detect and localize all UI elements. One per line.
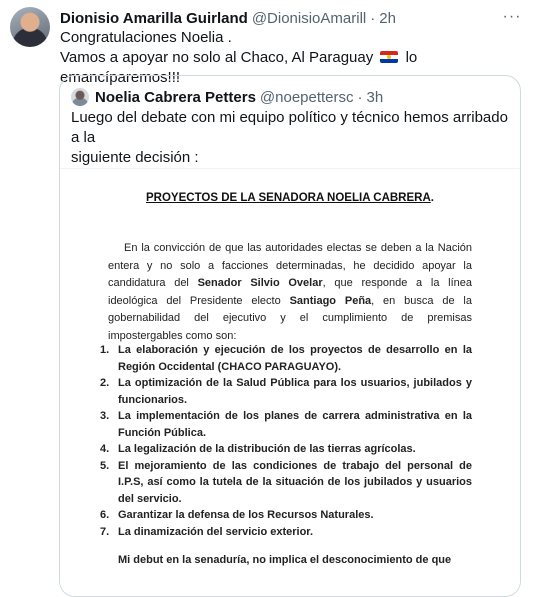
- list-item-text: La legalización de la distribución de las tierras agrícolas.: [118, 443, 416, 455]
- list-item-number: 7.: [100, 525, 110, 538]
- quoted-tweet-time: 3h: [366, 88, 384, 106]
- list-item-number: 1.: [100, 344, 110, 356]
- author-avatar[interactable]: [10, 7, 50, 47]
- list-item: [100, 342, 472, 375]
- intro-part-3: , en busca de la gobernabilidad del ejecutivo y el cumplimiento de premisas impostergables como son:: [108, 294, 472, 342]
- document-title: [60, 192, 520, 204]
- list-item-text: Garantizar la defensa de los Recursos Naturales.: [118, 509, 374, 521]
- time-separator: ·: [370, 9, 376, 27]
- quoted-author-handle: @noepettersc: [259, 88, 354, 106]
- document-list: [100, 342, 472, 540]
- list-item: [100, 507, 472, 524]
- quoted-tweet[interactable]: [59, 75, 521, 597]
- list-item: [100, 441, 472, 458]
- tweet-line-2-end: lo emancíparemos!!!: [60, 49, 418, 86]
- document-intro: [108, 240, 472, 345]
- tweet-header: [60, 8, 396, 28]
- list-item: [100, 458, 472, 508]
- paraguay-flag-icon: [380, 51, 398, 63]
- list-item-number: 2.: [100, 377, 110, 389]
- quoted-author-avatar: [71, 88, 89, 106]
- tweet-line-2-start: Vamos a apoyar no solo al Chaco, Al Paraguay: [60, 49, 374, 66]
- list-item-number: 4.: [100, 443, 110, 455]
- author-handle[interactable]: @DionisioAmarill: [251, 9, 367, 27]
- document-title-period: .: [430, 192, 434, 204]
- list-item-text: La elaboración y ejecución de los proyectos de desarrollo en la Región Occidental (CHACO PARAGUAYO).: [118, 344, 472, 373]
- intro-part-2: , que responde a la línea ideológica del Presidente electo: [108, 277, 472, 307]
- document-footer: Mi debut en la senaduría, no implica el desconocimiento de que: [118, 554, 452, 566]
- tweet-time[interactable]: 2h: [379, 9, 396, 27]
- list-item: [100, 408, 472, 441]
- author-name[interactable]: Dionisio Amarilla Guirland: [60, 9, 248, 27]
- quoted-tweet-header: [71, 87, 383, 107]
- list-item-number: 6.: [100, 509, 110, 521]
- intro-part-1: En la convicción de que las autoridades electas se deben a la Nación entera y no solo a facciones determinadas, he decidido apoyar la candidatura del: [108, 242, 472, 289]
- document-title-text: PROYECTOS DE LA SENADORA NOELIA CABRERA: [146, 192, 431, 204]
- list-item-text: El mejoramiento de las condiciones de trabajo del personal de I.P.S, así como la tutela de la situación de los jubilados y usuarios del servicio.: [118, 459, 472, 505]
- list-item-text: La implementación de los planes de carrera administrativa en la Función Pública.: [118, 410, 472, 439]
- quoted-time-separator: ·: [357, 88, 363, 106]
- list-item-number: 5.: [100, 459, 110, 472]
- quoted-author-name: Noelia Cabrera Petters: [95, 88, 256, 106]
- quoted-text-line-1: Luego del debate con mi equipo político y técnico hemos arribado a la: [71, 109, 508, 146]
- list-item-text: La dinamización del servicio exterior.: [118, 525, 314, 538]
- list-item-text: La optimización de la Salud Pública para los usuarios, jubilados y funcionarios.: [118, 377, 472, 406]
- list-item: [100, 375, 472, 408]
- intro-senator-name: Senador Silvio Ovelar: [197, 277, 323, 289]
- more-options-icon[interactable]: ···: [502, 8, 522, 25]
- list-item: [100, 524, 472, 541]
- tweet-line-1: Congratulaciones Noelia .: [60, 29, 232, 46]
- list-item-number: 3.: [100, 410, 110, 422]
- quoted-text-line-2: siguiente decisión :: [71, 149, 199, 166]
- intro-president-name: Santiago Peña: [289, 294, 372, 307]
